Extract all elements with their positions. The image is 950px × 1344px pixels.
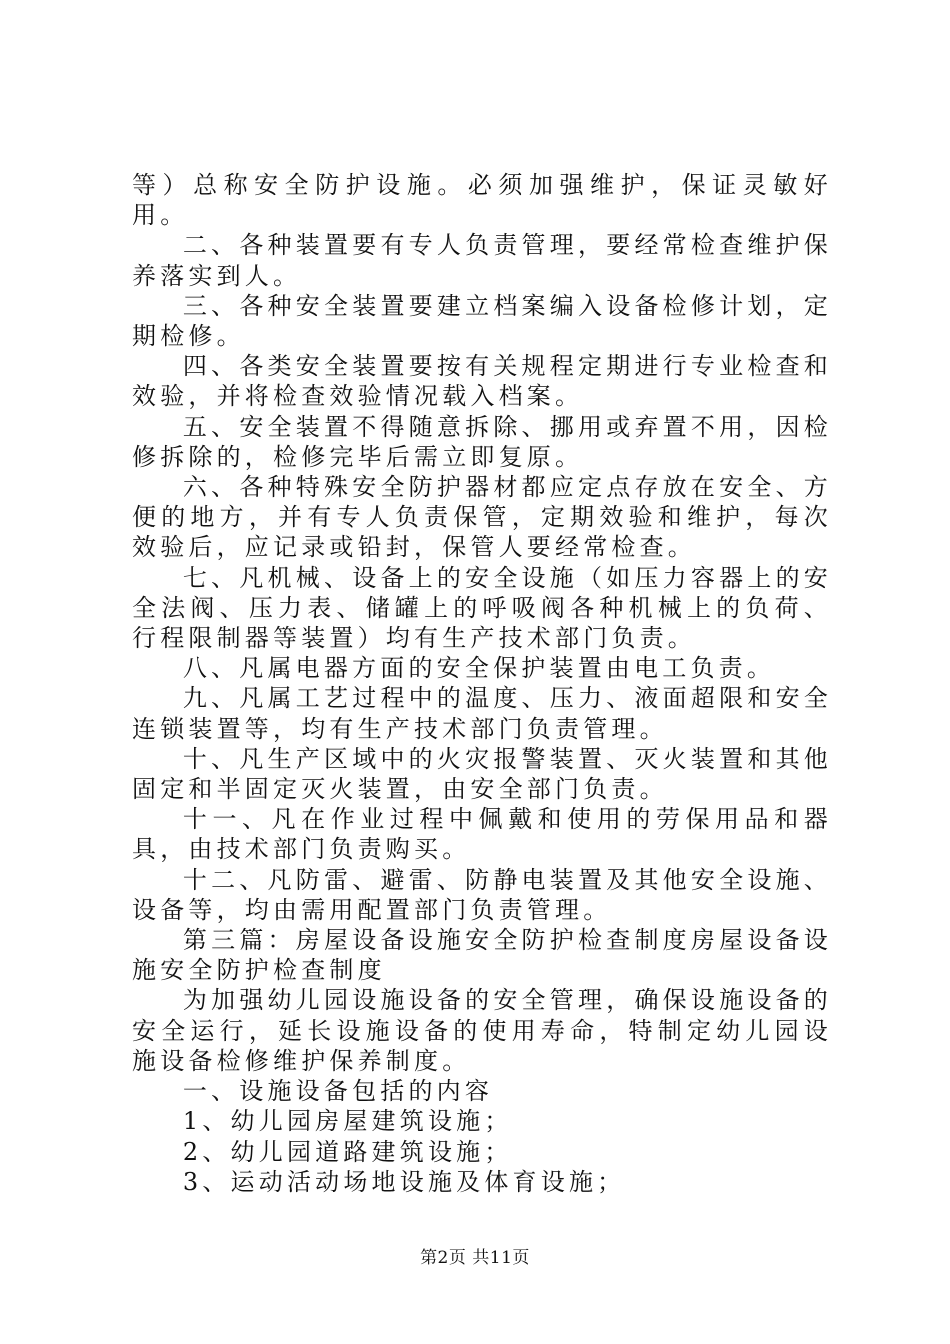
paragraph: 十一、凡在作业过程中佩戴和使用的劳保用品和器具，由技术部门负责购买。 xyxy=(132,805,832,864)
paragraph: 为加强幼儿园设施设备的安全管理，确保设施设备的安全运行，延长设施设备的使用寿命，特制定幼儿园设施设备检修维护保养制度。 xyxy=(132,986,832,1075)
paragraph: 八、凡属电器方面的安全保护装置由电工负责。 xyxy=(182,654,776,683)
paragraph: 九、凡属工艺过程中的温度、压力、液面超限和安全连锁装置等，均有生产技术部门负责管理。 xyxy=(132,684,832,743)
document-body xyxy=(132,170,832,1197)
paragraph: 四、各类安全装置要按有关规程定期进行专业检查和效验，并将检查效验情况载入档案。 xyxy=(132,352,832,411)
paragraph: 二、各种装置要有专人负责管理，要经常检查维护保养落实到人。 xyxy=(132,231,832,290)
paragraph: 十二、凡防雷、避雷、防静电装置及其他安全设施、设备等，均由需用配置部门负责管理。 xyxy=(132,865,832,924)
list-item: 2、幼儿园道路建筑设施； xyxy=(182,1137,513,1166)
page-number-label: 第2页 共11页 xyxy=(420,1248,530,1268)
paragraph: 三、各种安全装置要建立档案编入设备检修计划，定期检修。 xyxy=(132,291,832,351)
list-item: 1、幼儿园房屋建筑设施； xyxy=(182,1107,513,1136)
paragraph: 一、设施设备包括的内容 xyxy=(182,1077,494,1106)
paragraph: 等）总称安全防护设施。必须加强维护，保证灵敏好用。 xyxy=(132,171,832,230)
paragraph: 六、各种特殊安全防护器材都应定点存放在安全、方便的地方，并有专人负责保管，定期效验和维护，每次效验后，应记录或铅封，保管人要经常检查。 xyxy=(132,473,832,562)
paragraph: 十、凡生产区域中的火灾报警装置、灭火装置和其他固定和半固定灭火装置，由安全部门负责。 xyxy=(132,744,832,804)
paragraph: 七、凡机械、设备上的安全设施（如压力容器上的安全法阀、压力表、储罐上的呼吸阀各种机械上的负荷、行程限制器等装置）均有生产技术部门负责。 xyxy=(132,563,832,653)
paragraph: 五、安全装置不得随意拆除、挪用或弃置不用，因检修拆除的，检修完毕后需立即复原。 xyxy=(132,412,832,471)
page-footer xyxy=(0,1243,950,1268)
list-item: 3、运动活动场地设施及体育设施； xyxy=(182,1167,626,1196)
section-heading: 第三篇：房屋设备设施安全防护检查制度房屋设备设施安全防护检查制度 xyxy=(132,926,832,985)
